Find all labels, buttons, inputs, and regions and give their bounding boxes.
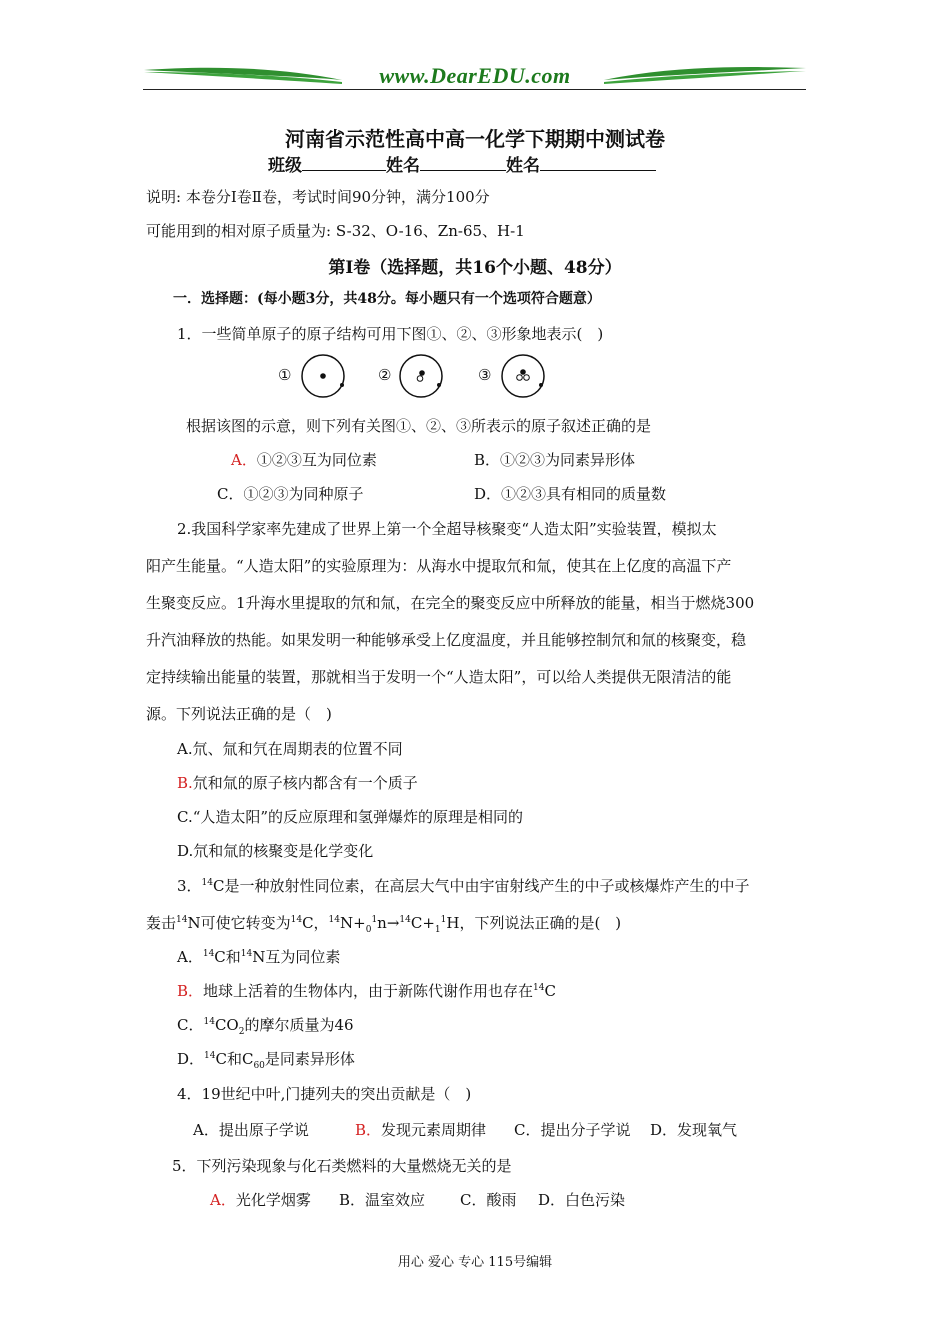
q2-line-6: 源。下列说法正确的是（ ) [146,705,332,723]
name-line [268,151,656,176]
q4-option-d[interactable]: D．发现氧气 [650,1121,738,1139]
q3-option-c[interactable]: C．$^{14}CO_2$的摩尔质量为46 [177,1016,354,1037]
q2-option-a[interactable]: A.氘、氚和氕在周期表的位置不同 [177,740,403,758]
q2-option-b[interactable]: B.氘和氚的原子核内都含有一个质子 [177,774,418,792]
q5-option-a[interactable]: A．光化学烟雾 [210,1191,311,1209]
class-label: 班级 [268,156,302,176]
q1-option-c[interactable]: C．①②③为同种原子 [217,485,364,503]
q4-option-c[interactable]: C．提出分子学说 [514,1121,631,1139]
name-blank-1[interactable] [420,152,506,171]
q3-option-b[interactable]: B．地球上活着的生物体内，由于新陈代谢作用也存在$^{14}$C [177,982,556,1000]
q1-option-d[interactable]: D．①②③具有相同的质量数 [474,485,667,503]
q5-option-c[interactable]: C．酸雨 [460,1191,517,1209]
atom-label-2: ② [378,366,392,384]
q2-line-1: 2.我国科学家率先建成了世界上第一个全超导核聚变“人造太阳”实验装置，模拟太 [177,520,717,538]
q4-option-a[interactable]: A．提出原子学说 [193,1121,309,1139]
page-footer: 用心 爱心 专心 115号编辑 [397,1255,553,1270]
atom-diagram [278,352,558,400]
atom-3-icon [498,354,548,398]
q3-option-a[interactable]: A．$^{14}$C和$^{14}$N互为同位素 [177,948,341,966]
atom-label-3: ③ [478,366,492,384]
q2-option-d[interactable]: D.氘和氚的核聚变是化学变化 [177,842,374,860]
q5-option-d[interactable]: D．白色污染 [538,1191,626,1209]
header-logo-text: www.DearEDU.com [379,63,571,88]
name-blank-2[interactable] [540,152,656,171]
page-title: 河南省示范性高中高一化学下期期中测试卷 [285,127,665,151]
intro-line-1: 说明: 本卷分Ⅰ卷Ⅱ卷，考试时间90分钟，满分100分 [146,188,490,206]
atom-2-icon [396,354,446,398]
part1-heading: 一．选择题：(每小题3分，共48分。每小题只有一个选项符合题意） [173,291,601,307]
atom-1-icon [298,354,348,398]
q2-line-4: 升汽油释放的热能。如果发明一种能够承受上亿度温度，并且能够控制氘和氚的核聚变，稳 [146,631,747,649]
atom-label-1: ① [278,366,292,384]
q1-option-b[interactable]: B．①②③为同素异形体 [474,451,636,469]
q1-stem: 1．一些简单原子的原子结构可用下图①、②、③形象地表示( ) [177,325,604,343]
section-title: 第Ⅰ卷（选择题，共16个小题、48分） [328,258,622,278]
q3-line-1: 3．$^{14}$C是一种放射性同位素，在高层大气中由宇宙射线产生的中子或核爆炸产生的中子 [177,877,750,895]
q1-option-a[interactable]: A．①②③互为同位素 [231,451,377,469]
q5-stem: 5．下列污染现象与化石类燃料的大量燃烧无关的是 [172,1157,512,1175]
class-blank[interactable] [302,152,386,171]
q2-line-5: 定持续输出能量的装置，那就相当于发明一个“人造太阳”，可以给人类提供无限清洁的能 [146,668,732,686]
header-rule [143,89,806,90]
q1-sub: 根据该图的示意，则下列有关图①、②、③所表示的原子叙述正确的是 [186,417,652,435]
q4-stem: 4．19世纪中叶,门捷列夫的突出贡献是（ ) [177,1085,472,1103]
q2-option-c[interactable]: C.“人造太阳”的反应原理和氢弹爆炸的原理是相同的 [177,808,524,826]
name-label-1: 姓名 [386,156,420,176]
q5-option-b[interactable]: B．温室效应 [339,1191,426,1209]
name-label-2: 姓名 [506,156,540,176]
q2-line-2: 阳产生能量。“人造太阳”的实验原理为：从海水中提取氘和氚，使其在上亿度的高温下产 [146,557,732,575]
q2-line-3: 生聚变反应。1升海水里提取的氘和氚，在完全的聚变反应中所释放的能量，相当于燃烧300 [146,594,755,612]
q4-option-b[interactable]: B．发现元素周期律 [355,1121,487,1139]
intro-line-2: 可能用到的相对原子质量为: S-32、O-16、Zn-65、H-1 [146,222,525,240]
q3-option-d[interactable]: D．$^{14}$C和$C_{60}$是同素异形体 [177,1050,355,1071]
q3-line-2: 轰击$^{14}$N可使它转变为$^{14}$C，$^{14}N+_0^1n\to^{14}C+_1^1H$，下列说法正确的是( ) [146,914,622,935]
